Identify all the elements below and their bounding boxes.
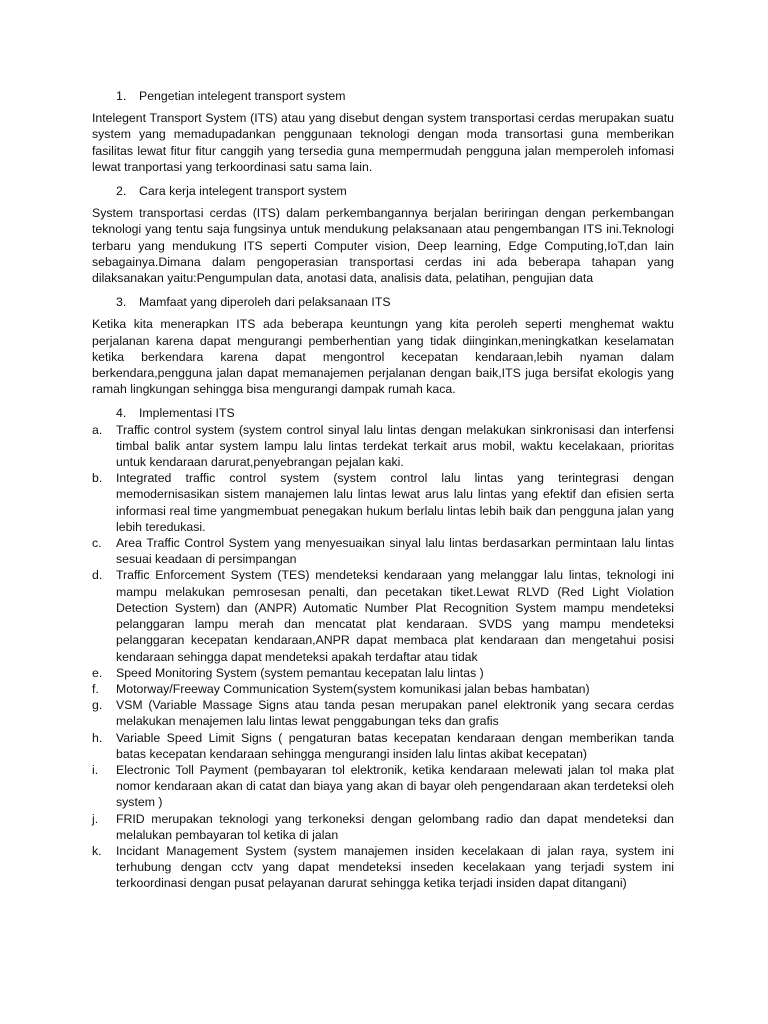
section-title: Implementasi ITS <box>139 406 235 421</box>
list-item-text: Variable Speed Limit Signs ( pengaturan batas kecepatan kendaraan dengan memberikan tanda batas kecepatan kendaraan sehingga mengurangi insiden lalu lintas akibat kecepatan) <box>116 730 674 761</box>
list-item-text: VSM (Variable Massage Signs atau tanda pesan merupakan panel elektronik yang secara cerdas melakukan menajemen lalu lintas lewat penggabungan teks dan grafis <box>116 698 674 729</box>
list-item-label: f. <box>92 681 99 696</box>
implementation-list <box>92 422 674 892</box>
list-item <box>92 665 674 681</box>
section-paragraph-3: Ketika kita menerapkan ITS ada beberapa keuntungn yang kita peroleh seperti menghemat waktu perjalanan karena dapat mengurangi pemberhentian yang tidak diinginkan,meningkatkan keselamatan ketika berkendara karena dapat mengontrol kecepatan kendaraan,lebih nyaman dalam berkendara,pengguna jalan dapat memanajemen perjalanan dengan baik,ITS juga bersifat ekologis yang ramah lingkungan sehingga bisa mengurangi dampak rumah kaca. <box>92 317 674 397</box>
list-item-label: j. <box>92 811 99 826</box>
list-item <box>92 697 674 729</box>
section-number: 2. <box>116 184 127 199</box>
list-item-text: Area Traffic Control System yang menyesuaikan sinyal lalu lintas berdasarkan permintaan lalu lintas sesuai keadaan di persimpangan <box>116 536 674 567</box>
section-paragraph-2: System transportasi cerdas (ITS) dalam perkembangannya berjalan beriringan dengan perkembangan teknologi yang tentu saja fungsinya untuk mendukung pelaksanaan atau pengembangan ITS ini.Teknologi terbaru yang mendukung ITS seperti Computer vision, Deep learning, Edge Computing,IoT,dan lain sebagainya.Dimana dalam pengoperasian transportasi cerdas ini ada beberapa tahapan yang dilaksanakan yaitu:Pengumpulan data, anotasi data, analisis data, pelatihan, pengujian data <box>92 206 674 286</box>
list-item <box>92 535 674 567</box>
list-item <box>92 730 674 762</box>
list-item <box>92 470 674 535</box>
list-item-text: Incidant Management System (system manajemen insiden kecelakaan di jalan raya, system ini terhubung dengan cctv yang dapat mendeteksi inseden kecelakaan yang terjadi system ini terkoordinasi dengan pusat pelayanan darurat sehingga ketika terjadi insiden dapat ditangani) <box>116 843 674 891</box>
list-item-label: b. <box>92 471 103 486</box>
list-item-label: h. <box>92 730 103 745</box>
list-item <box>92 567 674 664</box>
list-item-label: g. <box>92 698 103 713</box>
list-item <box>92 811 674 843</box>
list-item-text: Integrated traffic control system (system control lalu lintas yang terintegrasi dengan memodernisasikan sistem manajemen lalu lintas lewat arus lalu lintas yang efektif dan efisien serta informasi real time yangmembuat penegakan hukum berlalu lintas lebih baik dan pengguna jalan yang lebih teredukasi. <box>116 471 674 534</box>
list-item <box>92 681 674 697</box>
document-content <box>92 88 674 892</box>
section-number: 3. <box>116 295 127 310</box>
list-item-label: c. <box>92 536 102 551</box>
section-title: Cara kerja intelegent transport system <box>139 184 347 199</box>
section-number: 1. <box>116 89 127 103</box>
list-item-text: Electronic Toll Payment (pembayaran tol elektronik, ketika kendaraan melewati jalan tol maka plat nomor kendaraan akan di catat dan biaya yang akan di bayar oleh pengendaraan akan terdeteksi oleh system ) <box>116 762 674 810</box>
list-item-text: Speed Monitoring System (system pemantau kecepatan lalu lintas ) <box>116 665 484 680</box>
list-item <box>92 422 674 471</box>
list-item-text: Traffic Enforcement System (TES) mendeteksi kendaraan yang melanggar lalu lintas, teknologi ini mampu melakukan pemrosesan penalti, dan pecetakan tiket.Lewat RLVD (Red Light Violation Detection System) dan (ANPR) Automatic Number Plat Recognition System mampu mendeteksi pelanggaran lampu merah dan mencatat plat kendaraan. SVDS yang mampu mendeteksi pelanggaran kecepatan kendaraan,ANPR dapat membaca plat kendaraan dan mengetahui posisi kendaraan sehingga dapat mendeteksi apakah terdaftar atau tidak <box>116 568 674 664</box>
list-item-label: d. <box>92 568 103 583</box>
section-paragraph-1: Intelegent Transport System (ITS) atau yang disebut dengan system transportasi cerdas merupakan suatu system yang memadupadankan penggunaan teknologi dengan moda transortasi guna memberikan fasilitas lewat fitur fitur canggih yang tersedia guna mempermudah pengguna jalan memperoleh infomasi lewat tranportasi yang terkoordinasi satu sama lain. <box>92 111 674 174</box>
list-item-label: i. <box>92 762 99 777</box>
section-title: Mamfaat yang diperoleh dari pelaksanaan ITS <box>139 295 391 310</box>
list-item <box>92 762 674 811</box>
section-title: Pengetian intelegent transport system <box>139 89 346 103</box>
section-number: 4. <box>116 406 127 421</box>
list-item-text: FRID merupakan teknologi yang terkoneksi dengan gelombang radio dan dapat mendeteksi dan melalukan pembayaran tol ketika di jalan <box>116 811 674 842</box>
list-item-label: k. <box>92 843 102 858</box>
section-heading-3 <box>92 294 674 310</box>
list-item <box>92 843 674 892</box>
list-item-text: Traffic control system (system control sinyal lalu lintas dengan melakukan sinkronisasi dan interfensi timbal balik antar system lampu lalu lintas terdekat terkait arus mobil, waktu kecelakaan, prioritas untuk kendaraan darurat,penyebrangan pejalan kaki. <box>116 422 674 470</box>
section-heading-1 <box>92 88 674 104</box>
list-item-label: e. <box>92 665 103 680</box>
list-item-text: Motorway/Freeway Communication System(system komunikasi jalan bebas hambatan) <box>116 681 590 696</box>
list-item-label: a. <box>92 422 103 437</box>
section-heading-4 <box>92 405 674 421</box>
section-heading-2 <box>92 183 674 199</box>
